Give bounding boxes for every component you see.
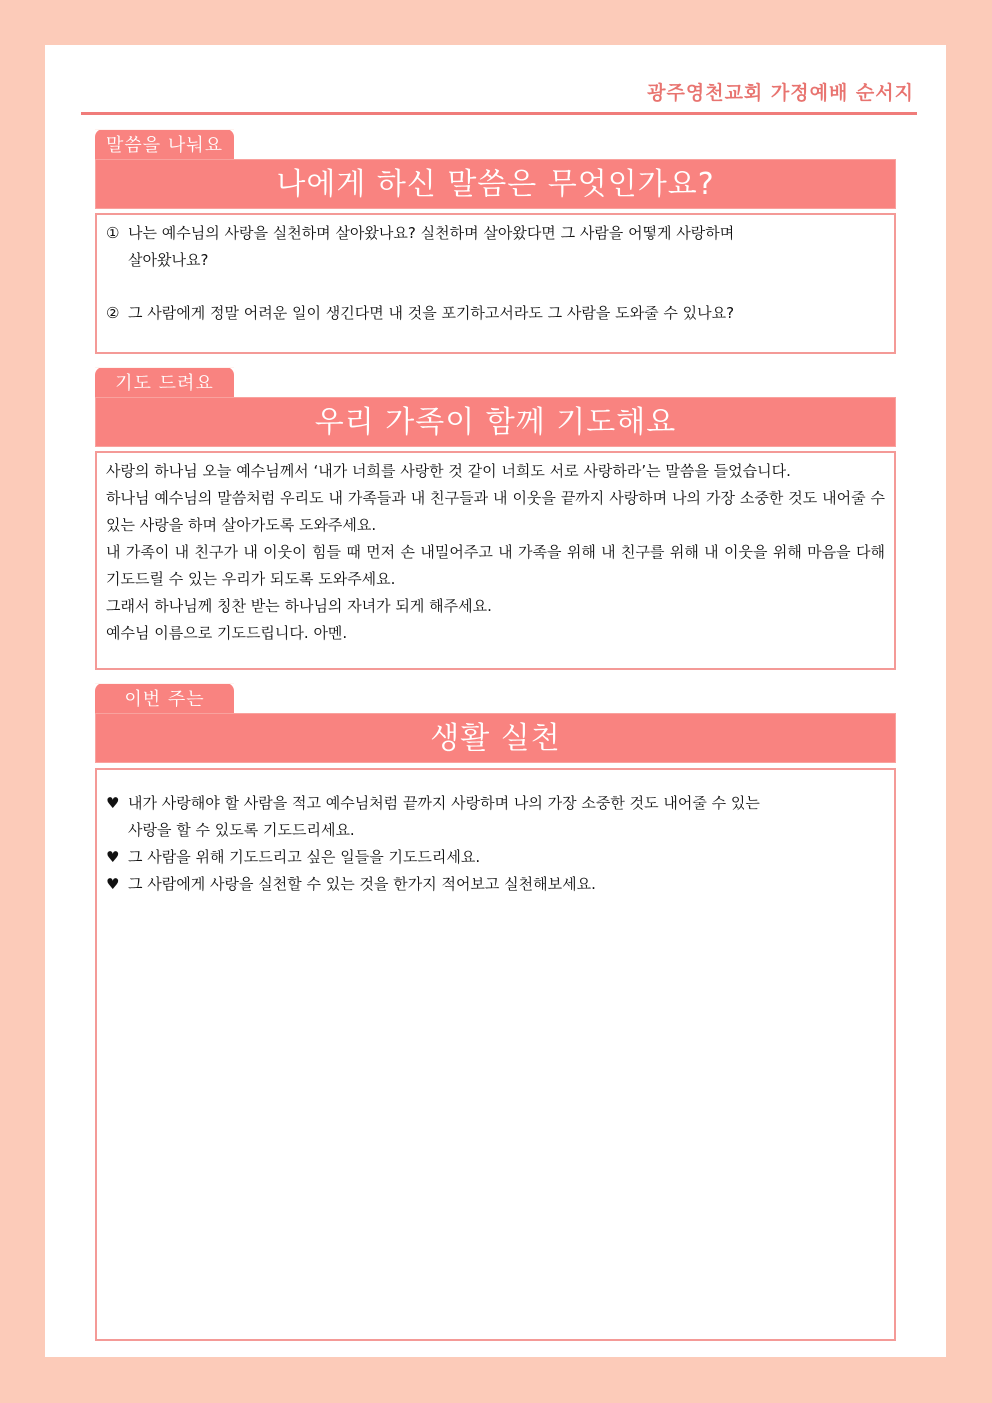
prayer-paragraph: 내 가족이 내 친구가 내 이웃이 힘들 때 먼저 손 내밀어주고 내 가족을 위해 내 친구를 위해 내 이웃을 위해 마음을 다해 기도드릴 수 있는 우리가 되도록 도와주세요.	[106, 543, 885, 588]
prayer-paragraph: 그래서 하나님께 칭찬 받는 하나님의 자녀가 되게 해주세요.	[106, 597, 492, 615]
question-text-cont: 살아왔나요?	[128, 251, 209, 269]
practice-text-cont: 사랑을 할 수 있도록 기도드리세요.	[128, 821, 355, 839]
tab-label: 말씀을 나눠요	[95, 129, 234, 161]
tab-label: 이번 주는	[95, 683, 234, 715]
heart-icon: ♥	[106, 875, 120, 893]
header-divider	[81, 112, 917, 115]
heart-icon: ♥	[106, 794, 120, 812]
question-item	[106, 300, 885, 327]
practice-text: 내가 사랑해야 할 사람을 적고 예수님처럼 끝까지 사랑하며 나의 가장 소중한 것도 내어줄 수 있는	[128, 794, 760, 812]
question-text: 나는 예수님의 사랑을 실천하며 살아왔나요? 실천하며 살아왔다면 그 사람을 어떻게 사랑하며	[128, 224, 735, 242]
section-tab	[95, 683, 234, 715]
practice-box	[95, 768, 896, 1341]
section-tab	[95, 129, 234, 161]
practice-text: 그 사람에게 사랑을 실천할 수 있는 것을 한가지 적어보고 실천해보세요.	[128, 875, 596, 893]
prayer-paragraph: 사랑의 하나님 오늘 예수님께서 ‘내가 너희를 사랑한 것 같이 너희도 서로 사랑하라’는 말씀을 들었습니다.	[106, 462, 791, 480]
question-item	[106, 220, 885, 274]
section-banner: 우리 가족이 함께 기도해요	[95, 397, 896, 447]
section-banner: 생활 실천	[95, 713, 896, 763]
question-number: ①	[106, 224, 120, 242]
list-item	[106, 844, 885, 871]
list-item	[106, 790, 885, 844]
worksheet-page	[45, 45, 946, 1357]
tab-label: 기도 드려요	[95, 367, 234, 399]
section-tab	[95, 367, 234, 399]
prayer-paragraph: 예수님 이름으로 기도드립니다. 아멘.	[106, 624, 348, 642]
prayer-paragraph: 하나님 예수님의 말씀처럼 우리도 내 가족들과 내 친구들과 내 이웃을 끝까지 사랑하며 나의 가장 소중한 것도 내어줄 수 있는 사랑을 하며 살아가도록 도와주세요.	[106, 489, 885, 534]
prayer-box	[95, 451, 896, 670]
practice-text: 그 사람을 위해 기도드리고 싶은 일들을 기도드리세요.	[128, 848, 481, 866]
church-worship-title: 광주영천교회 가정예배 순서지	[647, 82, 914, 104]
heart-icon: ♥	[106, 848, 120, 866]
questions-box	[95, 213, 896, 354]
question-text: 그 사람에게 정말 어려운 일이 생긴다면 내 것을 포기하고서라도 그 사람을 도와줄 수 있나요?	[128, 304, 735, 322]
section-banner: 나에게 하신 말씀은 무엇인가요?	[95, 159, 896, 209]
list-item	[106, 871, 885, 898]
question-number: ②	[106, 304, 120, 322]
